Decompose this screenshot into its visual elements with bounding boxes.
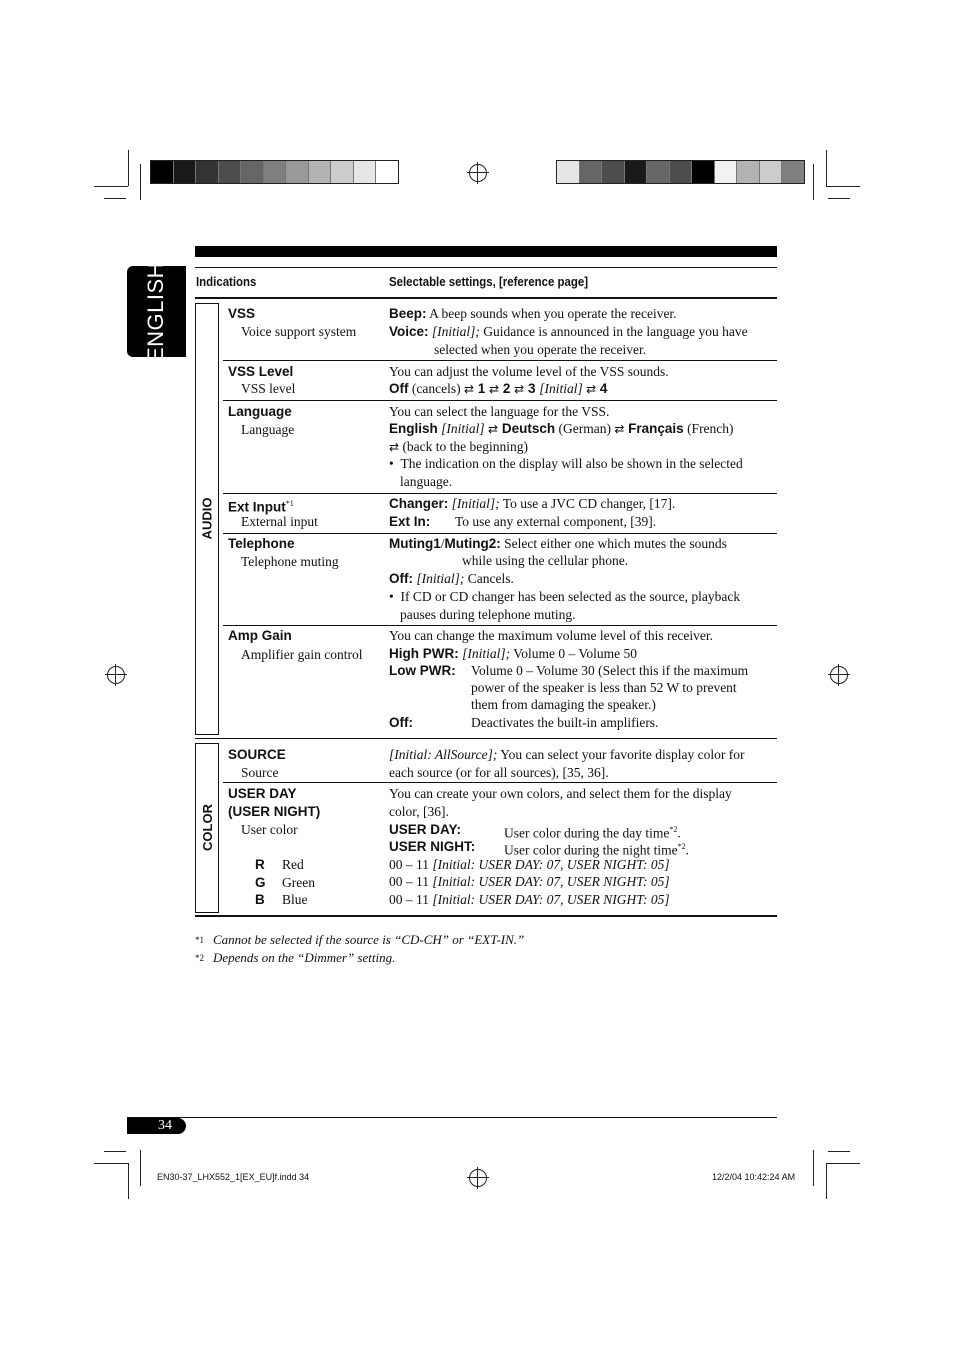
ext-input-sub: External input (241, 514, 318, 529)
telephone-bullet: • If CD or CD changer has been selected as the source, playback (389, 589, 741, 604)
user-day-line1: You can create your own colors, and select them for the display (389, 786, 732, 801)
ext-input-label: Ext Input$^{*1}$ (228, 499, 294, 515)
table-bottom-rule (195, 915, 777, 917)
registration-mark-left (107, 666, 125, 684)
telephone-line1: Muting1/Muting2: Select either one which mutes the sounds (389, 536, 727, 551)
registration-mark-top (469, 164, 487, 182)
red-key: R (255, 857, 265, 872)
page-number-tab (127, 1118, 186, 1134)
crop-mark-bottom-right-v (826, 1163, 827, 1199)
amp-gain-low-1: Volume 0 – Volume 30 (Select this if the maximum (471, 663, 749, 678)
color-bar-left (150, 160, 399, 184)
amp-gain-low-3: them from damaging the speaker.) (471, 697, 656, 712)
telephone-line2: while using the cellular phone. (462, 553, 629, 568)
crop-mark-top-left-h2 (104, 198, 126, 199)
amp-gain-sub: Amplifier gain control (241, 647, 363, 662)
telephone-line3: Off: [Initial]; Cancels. (389, 571, 514, 586)
amp-gain-low-key: Low PWR: (389, 663, 456, 678)
registration-mark-bottom (469, 1169, 487, 1187)
vss-sub: Voice support system (241, 324, 357, 339)
color-group-label-wrap (196, 743, 218, 911)
green-name: Green (282, 875, 315, 890)
toggle-arrow-icon: ⇄ (488, 422, 499, 436)
amp-gain-low-2: power of the speaker is less than 52 W to prevent (471, 680, 737, 695)
green-key: G (255, 875, 266, 890)
toggle-arrow-icon: ⇄ (389, 440, 400, 454)
footnote-1-text: Cannot be selected if the source is “CD-CH” or “EXT-IN.” (213, 932, 525, 947)
user-day-text: User color during the day time$^{*2}$. (504, 825, 681, 841)
crop-mark-bottom-left-v (128, 1163, 129, 1199)
amp-gain-label: Amp Gain (228, 628, 292, 643)
telephone-bullet-cont: pauses during telephone muting. (400, 607, 576, 622)
blue-key: B (255, 892, 265, 907)
slug-date: 12/2/04 10:42:24 AM (712, 1172, 796, 1182)
vss-label: VSS (228, 306, 256, 321)
crop-mark-top-left-h (94, 186, 128, 187)
crop-mark-bottom-left-h2 (104, 1151, 126, 1152)
telephone-sub: Telephone muting (241, 554, 339, 569)
audio-group-label-wrap (196, 303, 218, 733)
footnote-2-mark: *2 (195, 953, 204, 963)
user-day-label: USER DAY (228, 786, 297, 801)
language-tab (127, 261, 186, 362)
source-sub: Source (241, 765, 279, 780)
audio-group-label: AUDIO (199, 497, 215, 539)
blue-name: Blue (282, 892, 308, 907)
amp-gain-off-text: Deactivates the built-in amplifiers. (471, 715, 659, 730)
toggle-arrow-icon: ⇄ (489, 382, 500, 396)
crop-mark-bottom-left-h (94, 1163, 128, 1164)
language-bullet: • The indication on the display will also be shown in the selected (389, 456, 743, 471)
row-divider (223, 782, 777, 783)
crop-mark-top-left-v (128, 150, 129, 186)
vss-level-sub: VSS level (241, 381, 296, 396)
toggle-arrow-icon: ⇄ (463, 382, 475, 396)
header-settings: Selectable settings, [reference page] (389, 274, 589, 289)
header-bottom-rule (195, 297, 777, 299)
language-sub: Language (241, 422, 295, 437)
user-night-text: User color during the night time$^{*2}$. (504, 842, 689, 858)
color-group-label: COLOR (199, 803, 215, 851)
crop-mark-bottom-right-v2 (813, 1150, 814, 1186)
source-label: SOURCE (228, 747, 286, 762)
language-bullet-cont: language. (400, 474, 453, 489)
page-number: 34 (158, 1118, 172, 1133)
row-divider (223, 400, 777, 401)
language-options: English [Initial] ⇄ Deutsch (German) ⇄ Français (French) (389, 421, 734, 436)
ext-input-line2-key: Ext In: (389, 514, 431, 529)
user-night-label: (USER NIGHT) (228, 804, 321, 819)
ext-input-line2-text: To use any external component, [39]. (455, 514, 657, 529)
group-divider (195, 738, 777, 739)
vss-level-line1: You can adjust the volume level of the VSS sounds. (389, 364, 669, 379)
footnote-1-mark: *1 (195, 935, 204, 945)
color-bar-right (556, 160, 805, 184)
slug-file: EN30-37_LHX552_1[EX_EU]f.indd 34 (157, 1172, 310, 1182)
vss-line2: Voice: [Initial]; Guidance is announced in the language you have (389, 324, 748, 339)
language-line1: You can select the language for the VSS. (389, 404, 610, 419)
row-divider (223, 493, 777, 494)
green-range: 00 – 11 [Initial: USER DAY: 07, USER NIGHT: 05] (389, 874, 670, 889)
amp-gain-off-key: Off: (389, 715, 413, 730)
source-line1: [Initial: AllSource]; You can select your favorite display color for (389, 747, 745, 762)
vss-line1: Beep: A beep sounds when you operate the receiver. (389, 306, 677, 321)
language-back: ⇄ (back to the beginning) (389, 439, 529, 454)
row-divider (223, 625, 777, 626)
top-bar (195, 246, 777, 257)
crop-mark-top-right-v2 (813, 164, 814, 200)
crop-mark-top-right-v (826, 150, 827, 186)
red-name: Red (282, 857, 304, 872)
row-divider (223, 533, 777, 534)
crop-mark-top-right-h2 (828, 198, 850, 199)
vss-line3: selected when you operate the receiver. (434, 342, 647, 357)
ext-input-line1: Changer: [Initial]; To use a JVC CD changer, [17]. (389, 496, 676, 511)
header-indications: Indications (196, 274, 257, 289)
footnote-2-text: Depends on the “Dimmer” setting. (213, 950, 396, 965)
crop-mark-bottom-right-h2 (828, 1151, 850, 1152)
telephone-label: Telephone (228, 536, 295, 551)
user-day-key: USER DAY: (389, 822, 462, 837)
vss-level-options: Off (cancels) ⇄ 1 ⇄ 2 ⇄ 3 [Initial] ⇄ 4 (389, 381, 608, 396)
footer-rule (127, 1117, 777, 1118)
toggle-arrow-icon: ⇄ (514, 382, 525, 396)
user-day-sub: User color (241, 822, 298, 837)
user-day-line2: color, [36]. (389, 804, 449, 819)
user-night-key: USER NIGHT: (389, 839, 476, 854)
header-top-rule (195, 267, 777, 268)
red-range: 00 – 11 [Initial: USER DAY: 07, USER NIGHT: 05] (389, 857, 670, 872)
crop-mark-bottom-left-v2 (140, 1150, 141, 1186)
crop-mark-top-left-v2 (140, 164, 141, 200)
registration-mark-right (830, 666, 848, 684)
amp-gain-line1: You can change the maximum volume level of this receiver. (389, 628, 714, 643)
crop-mark-bottom-right-h (826, 1163, 860, 1164)
source-line2: each source (or for all sources), [35, 36]. (389, 765, 609, 780)
toggle-arrow-icon: ⇄ (586, 382, 597, 396)
toggle-arrow-icon: ⇄ (614, 422, 625, 436)
amp-gain-high: High PWR: [Initial]; Volume 0 – Volume 50 (389, 646, 638, 661)
language-tab-label: ENGLISH (143, 261, 169, 362)
blue-range: 00 – 11 [Initial: USER DAY: 07, USER NIGHT: 05] (389, 892, 670, 907)
language-label: Language (228, 404, 292, 419)
row-divider (223, 360, 777, 361)
vss-level-label: VSS Level (228, 364, 294, 379)
crop-mark-top-right-h (826, 186, 860, 187)
